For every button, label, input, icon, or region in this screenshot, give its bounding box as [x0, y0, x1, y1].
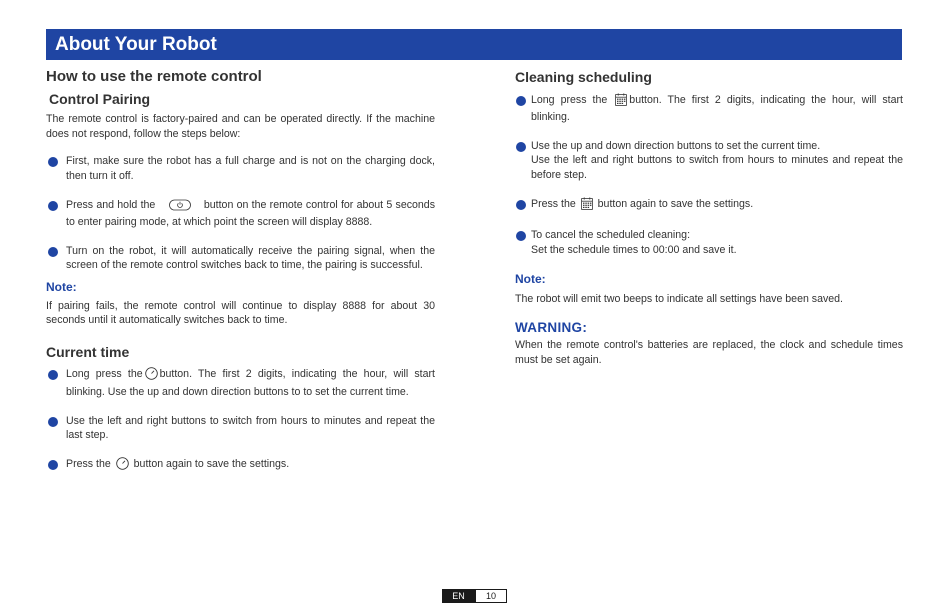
right-column — [515, 70, 903, 367]
control-pairing-intro: The remote control is factory-paired and can be operated directly. If the machine does not respond, follow the steps below: — [46, 113, 435, 140]
schedule-step-1: Long press the button. The first 2 digits, indicating the hour, will start blinking. — [515, 93, 903, 125]
pairing-note-title: Note: — [46, 279, 77, 294]
current-time-step-2: Use the left and right buttons to switch from hours to minutes and repeat the last step. — [46, 414, 435, 443]
page-footer — [442, 589, 507, 603]
control-pairing-heading: Control Pairing — [49, 90, 151, 107]
warning-title: WARNING: — [515, 319, 588, 335]
current-time-step-3: Press the button again to save the settings. — [46, 457, 435, 475]
calendar-icon — [581, 197, 593, 215]
clock-icon — [145, 367, 158, 385]
schedule-step-4: To cancel the scheduled cleaning: Set the schedule times to 00:00 and save it. — [515, 228, 903, 257]
bullet-dot — [516, 142, 526, 152]
bullet-dot — [516, 200, 526, 210]
calendar-icon — [615, 93, 627, 111]
page-title-banner — [46, 29, 902, 60]
bullet-dot — [48, 460, 58, 470]
pairing-note-text: If pairing fails, the remote control will continue to display 8888 for about 30 seconds until it automatically switches back to time. — [46, 299, 435, 327]
pairing-step-2: Press and hold the button on the remote control for about 5 seconds to enter pairing mode, at which point the screen will display 8888. — [46, 198, 435, 230]
bullet-dot — [48, 247, 58, 257]
page-number: 10 — [475, 589, 507, 603]
clock-icon — [116, 457, 129, 475]
current-time-heading: Current time — [46, 343, 130, 360]
pairing-step-3: Turn on the robot, it will automatically receive the pairing signal, when the screen of the remote control switches back to time, the pairing is successful. — [46, 244, 435, 273]
page-title: About Your Robot — [55, 34, 217, 55]
current-time-step-1: Long press the button. The first 2 digits, indicating the hour, will start blinking. Use the up and down direction buttons to to set the current time. — [46, 367, 435, 399]
bullet-dot — [516, 96, 526, 106]
schedule-note-title: Note: — [515, 272, 546, 287]
schedule-note-text: The robot will emit two beeps to indicate all settings have been saved. — [515, 292, 844, 305]
section-title-remote-control: How to use the remote control — [46, 68, 262, 85]
bullet-dot — [516, 231, 526, 241]
bullet-dot — [48, 370, 58, 380]
language-label: EN — [442, 589, 475, 603]
left-column — [46, 70, 435, 474]
bullet-dot — [48, 417, 58, 427]
bullet-dot — [48, 157, 58, 167]
bullet-dot — [48, 201, 58, 211]
cleaning-scheduling-heading: Cleaning scheduling — [515, 69, 652, 85]
warning-text: When the remote control's batteries are replaced, the clock and schedule times must be set again. — [515, 339, 903, 366]
pairing-step-1: First, make sure the robot has a full charge and is not on the charging dock, then turn it off. — [46, 154, 435, 183]
power-button-icon — [169, 199, 191, 216]
schedule-step-3: Press the button again to save the settings. — [515, 197, 903, 215]
schedule-step-2: Use the up and down direction buttons to set the current time. Use the left and right buttons to switch from hours to minutes and repeat the before step. — [515, 139, 903, 183]
